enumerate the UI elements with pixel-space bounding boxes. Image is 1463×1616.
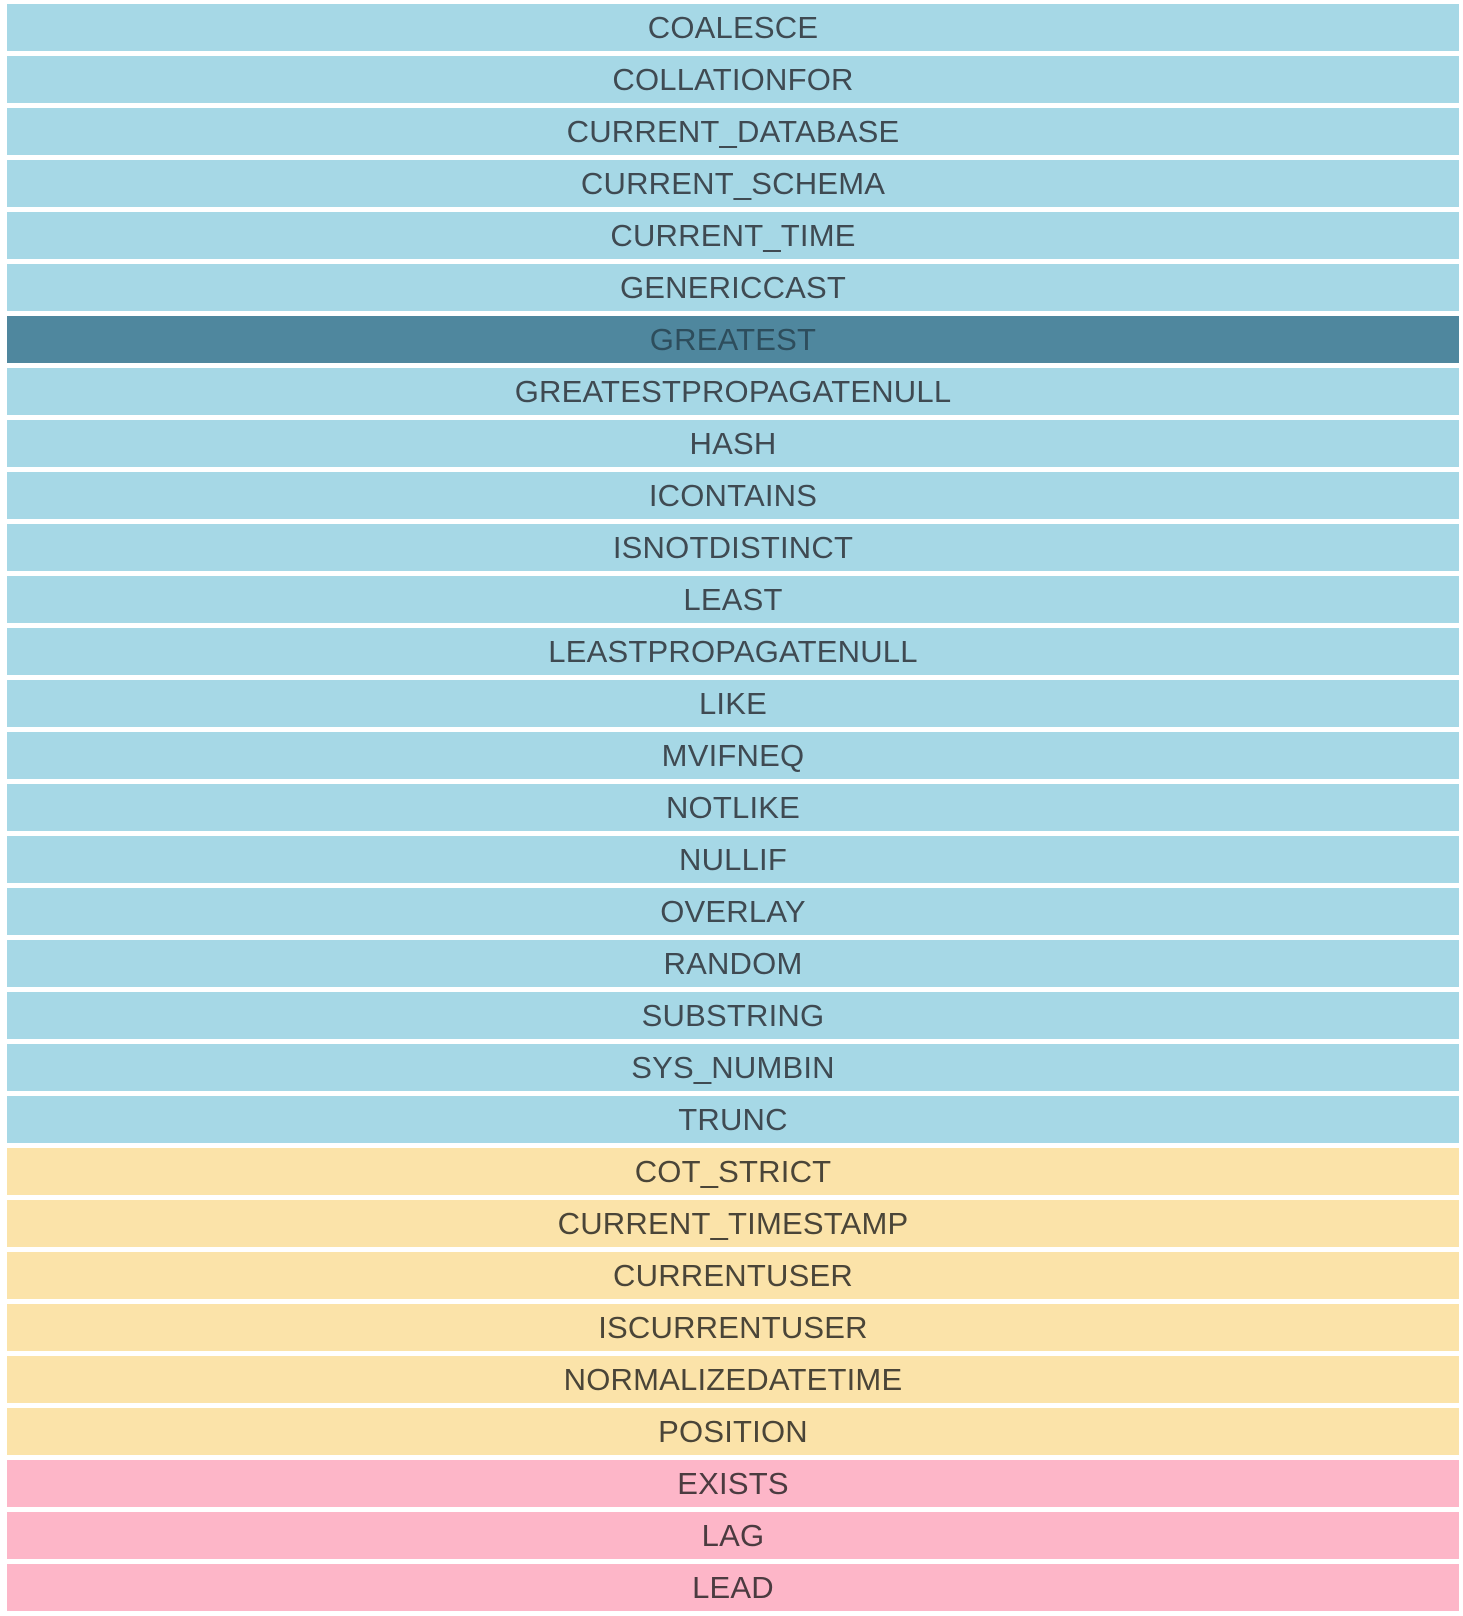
function-row[interactable] — [7, 1096, 1459, 1143]
function-row[interactable] — [7, 56, 1459, 103]
function-name-label: LIKE — [698, 685, 767, 721]
function-row[interactable] — [7, 836, 1459, 883]
function-name-label: ISNOTDISTINCT — [612, 529, 854, 565]
function-name-label: SYS_NUMBIN — [631, 1049, 835, 1085]
function-row[interactable] — [7, 992, 1459, 1039]
function-row[interactable] — [7, 732, 1459, 779]
function-name-label: ICONTAINS — [648, 477, 818, 513]
function-row[interactable] — [7, 160, 1459, 207]
function-name-label: COALESCE — [647, 9, 819, 45]
function-name-label: RANDOM — [663, 945, 803, 981]
function-row[interactable] — [7, 1304, 1459, 1351]
function-name-label: LEAD — [692, 1569, 774, 1605]
function-row[interactable] — [7, 1200, 1459, 1247]
function-list — [7, 4, 1459, 1616]
function-name-label: NORMALIZEDATETIME — [563, 1361, 903, 1397]
function-row[interactable] — [7, 784, 1459, 831]
function-name-label: LEASTPROPAGATENULL — [548, 633, 918, 669]
function-name-label: GREATEST — [649, 321, 817, 357]
function-name-label: OVERLAY — [660, 893, 806, 929]
function-name-label: POSITION — [658, 1413, 808, 1449]
function-row[interactable] — [7, 940, 1459, 987]
function-row[interactable] — [7, 1512, 1459, 1559]
function-row[interactable] — [7, 1148, 1459, 1195]
function-name-label: GENERICCAST — [619, 269, 847, 305]
function-row-selected[interactable] — [7, 316, 1459, 363]
function-row[interactable] — [7, 264, 1459, 311]
function-name-label: LEAST — [683, 581, 783, 617]
function-row[interactable] — [7, 1252, 1459, 1299]
function-name-label: SUBSTRING — [641, 997, 825, 1033]
function-name-label: EXISTS — [677, 1465, 789, 1501]
function-name-label: COT_STRICT — [634, 1153, 832, 1189]
function-name-label: ISCURRENTUSER — [598, 1309, 868, 1345]
function-row[interactable] — [7, 4, 1459, 51]
function-row[interactable] — [7, 680, 1459, 727]
function-row[interactable] — [7, 1460, 1459, 1507]
function-name-label: HASH — [689, 425, 777, 461]
function-name-label: LAG — [701, 1517, 765, 1553]
function-row[interactable] — [7, 368, 1459, 415]
function-row[interactable] — [7, 1564, 1459, 1611]
function-row[interactable] — [7, 524, 1459, 571]
function-name-label: CURRENT_TIME — [610, 217, 856, 253]
function-name-label: CURRENT_DATABASE — [566, 113, 900, 149]
function-name-label: TRUNC — [678, 1101, 788, 1137]
function-row[interactable] — [7, 1044, 1459, 1091]
function-row[interactable] — [7, 576, 1459, 623]
function-name-label: CURRENTUSER — [613, 1257, 853, 1293]
function-row[interactable] — [7, 1356, 1459, 1403]
function-name-label: NOTLIKE — [665, 789, 801, 825]
function-row[interactable] — [7, 628, 1459, 675]
function-row[interactable] — [7, 888, 1459, 935]
function-row[interactable] — [7, 472, 1459, 519]
function-name-label: CURRENT_SCHEMA — [580, 165, 886, 201]
function-row[interactable] — [7, 108, 1459, 155]
function-name-label: NULLIF — [678, 841, 787, 877]
function-row[interactable] — [7, 212, 1459, 259]
function-name-label: MVIFNEQ — [661, 737, 805, 773]
function-name-label: GREATESTPROPAGATENULL — [514, 373, 952, 409]
function-row[interactable] — [7, 1408, 1459, 1455]
function-name-label: CURRENT_TIMESTAMP — [557, 1205, 909, 1241]
function-row[interactable] — [7, 420, 1459, 467]
function-name-label: COLLATIONFOR — [612, 61, 854, 97]
